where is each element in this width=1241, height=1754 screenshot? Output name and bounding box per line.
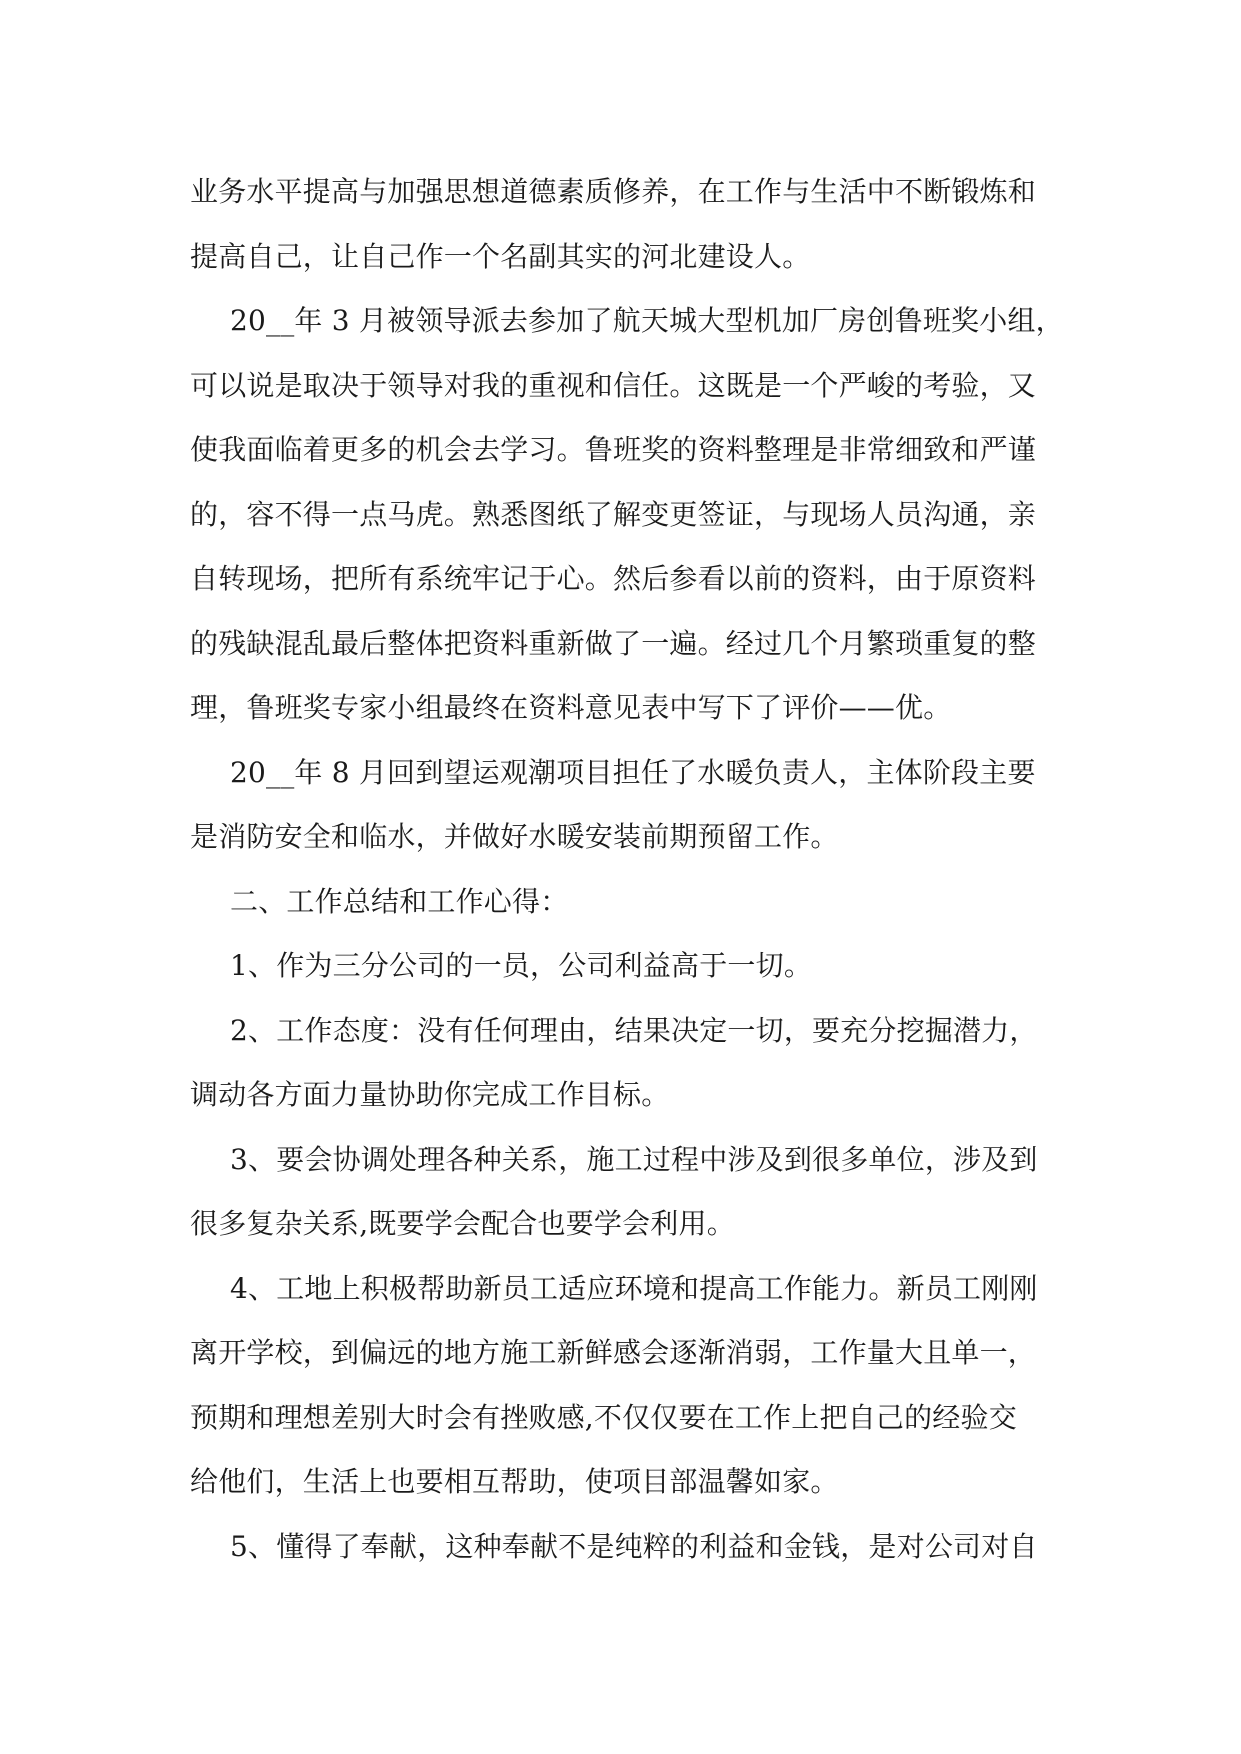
text-line-3: 20__年 3 月被领导派去参加了航天城大型机加厂房创鲁班奖小组，	[230, 304, 1064, 337]
list-item-4-cont-3: 给他们，生活上也要相互帮助，使项目部温馨如家。	[190, 1465, 839, 1498]
text-line-4: 可以说是取决于领导对我的重视和信任。这既是一个严峻的考验，又	[190, 368, 1037, 402]
document-body	[190, 160, 1070, 1579]
text-line-6: 的，容不得一点马虎。熟悉图纸了解变更签证，与现场人员沟通，亲	[190, 497, 1037, 531]
text-line-8: 的残缺混乱最后整体把资料重新做了一遍。经过几个月繁琐重复的整	[190, 626, 1037, 660]
list-item-5: 5、懂得了奉献，这种奉献不是纯粹的利益和金钱，是对公司对自	[230, 1529, 1038, 1563]
list-item-4: 4、工地上积极帮助新员工适应环境和提高工作能力。新员工刚刚	[230, 1271, 1038, 1305]
section-heading: 二、工作总结和工作心得：	[230, 884, 569, 918]
list-item-3: 3、要会协调处理各种关系，施工过程中涉及到很多单位，涉及到	[230, 1142, 1038, 1176]
list-item-2: 2、工作态度：没有任何理由，结果决定一切，要充分挖掘潜力，	[230, 1013, 1038, 1047]
text-line-1: 业务水平提高与加强思想道德素质修养，在工作与生活中不断锻炼和	[190, 175, 1037, 208]
list-item-4-cont-2: 预期和理想差别大时会有挫败感,不仅仅要在工作上把自己的经验交	[190, 1400, 1017, 1434]
text-line-10: 20__年 8 月回到望运观潮项目担任了水暖负责人，主体阶段主要	[230, 755, 1036, 789]
list-item-3-cont: 很多复杂关系,既要学会配合也要学会利用。	[190, 1207, 735, 1240]
list-item-4-cont-1: 离开学校，到偏远的地方施工新鲜感会逐渐消弱，工作量大且单一，	[190, 1336, 1037, 1369]
text-line-7: 自转现场，把所有系统牢记于心。然后参看以前的资料，由于原资料	[190, 562, 1037, 595]
text-line-11: 是消防安全和临水，并做好水暖安装前期预留工作。	[190, 820, 839, 853]
list-item-2-cont: 调动各方面力量协助你完成工作目标。	[190, 1078, 670, 1111]
text-line-5: 使我面临着更多的机会去学习。鲁班奖的资料整理是非常细致和严谨	[190, 433, 1037, 466]
text-line-2: 提高自己，让自己作一个名副其实的河北建设人。	[190, 239, 811, 273]
text-line-9: 理，鲁班奖专家小组最终在资料意见表中写下了评价——优。	[190, 691, 952, 724]
list-item-1: 1、作为三分公司的一员，公司利益高于一切。	[230, 949, 813, 982]
